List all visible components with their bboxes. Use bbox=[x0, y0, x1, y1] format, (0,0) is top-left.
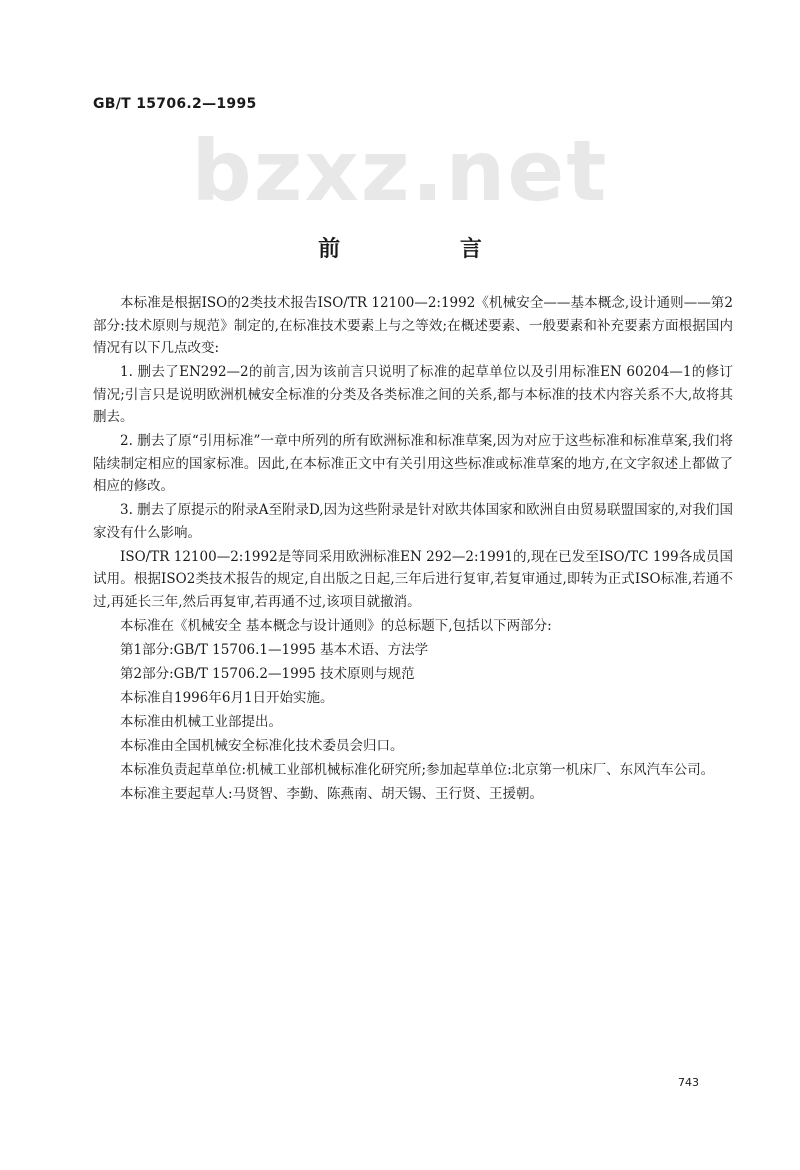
page-number: 743 bbox=[678, 1076, 699, 1089]
paragraph-effective-date: 本标准自1996年6月1日开始实施。 bbox=[120, 689, 334, 706]
paragraph-part-1: 第1部分:GB/T 15706.1—1995 基本术语、方法学 bbox=[120, 641, 429, 658]
paragraph-item-2: 2. 删去了原“引用标准”一章中所列的所有欧洲标准和标准草案,因为对应于这些标准和标准草案,我们将陆续制定相应的国家标准。因此,在本标准正文中有关引用这些标准或标准草案的地方,在文字叙述上都做了相应的修改。 bbox=[93, 433, 733, 494]
paragraph-part-2: 第2部分:GB/T 15706.2—1995 技术原则与规范 bbox=[120, 665, 415, 682]
paragraph-drafting-units: 本标准负责起草单位:机械工业部机械标准化研究所;参加起草单位:北京第一机床厂、东风汽车公司。 bbox=[120, 761, 715, 778]
page-title: 前 言 bbox=[318, 236, 538, 262]
paragraph-item-1: 1. 删去了EN292—2的前言,因为该前言只说明了标准的起草单位以及引用标准EN 60204—1的修订情况;引言只是说明欧洲机械安全标准的分类及各类标准之间的关系,都与本标准的技术内容关系不大,故将其删去。 bbox=[93, 364, 733, 425]
paragraph-committee: 本标准由全国机械安全标准化技术委员会归口。 bbox=[120, 737, 404, 754]
paragraph-intro: 本标准是根据ISO的2类技术报告ISO/TR 12100—2:1992《机械安全——基本概念,设计通则——第2部分:技术原则与规范》制定的,在标准技术要素上与之等效;在概述要素、一般要素和补充要素方面根据国内情况有以下几点改变: bbox=[93, 295, 733, 356]
standard-code: GB/T 15706.2—1995 bbox=[93, 96, 257, 112]
paragraph-drafters: 本标准主要起草人:马贤智、李勤、陈燕南、胡天锡、王行贤、王援朝。 bbox=[120, 785, 544, 802]
foreword-body bbox=[93, 292, 733, 807]
watermark: bzxz.net bbox=[191, 122, 609, 220]
paragraph-item-3: 3. 删去了原提示的附录A至附录D,因为这些附录是针对欧共体国家和欧洲自由贸易联盟国家的,对我们国家没有什么影响。 bbox=[93, 502, 733, 541]
paragraph-proposer: 本标准由机械工业部提出。 bbox=[120, 713, 282, 730]
paragraph-general-title: 本标准在《机械安全 基本概念与设计通则》的总标题下,包括以下两部分: bbox=[120, 617, 552, 634]
paragraph-iso-status: ISO/TR 12100—2:1992是等同采用欧洲标准EN 292—2:1991的,现在已发至ISO/TC 199各成员国试用。根据ISO2类技术报告的规定,自出版之日起,三年后进行复审,若复审通过,即转为正式ISO标准,若通不过,再延长三年,然后再复审,若再通不过,该项目就撤消。 bbox=[93, 548, 733, 610]
